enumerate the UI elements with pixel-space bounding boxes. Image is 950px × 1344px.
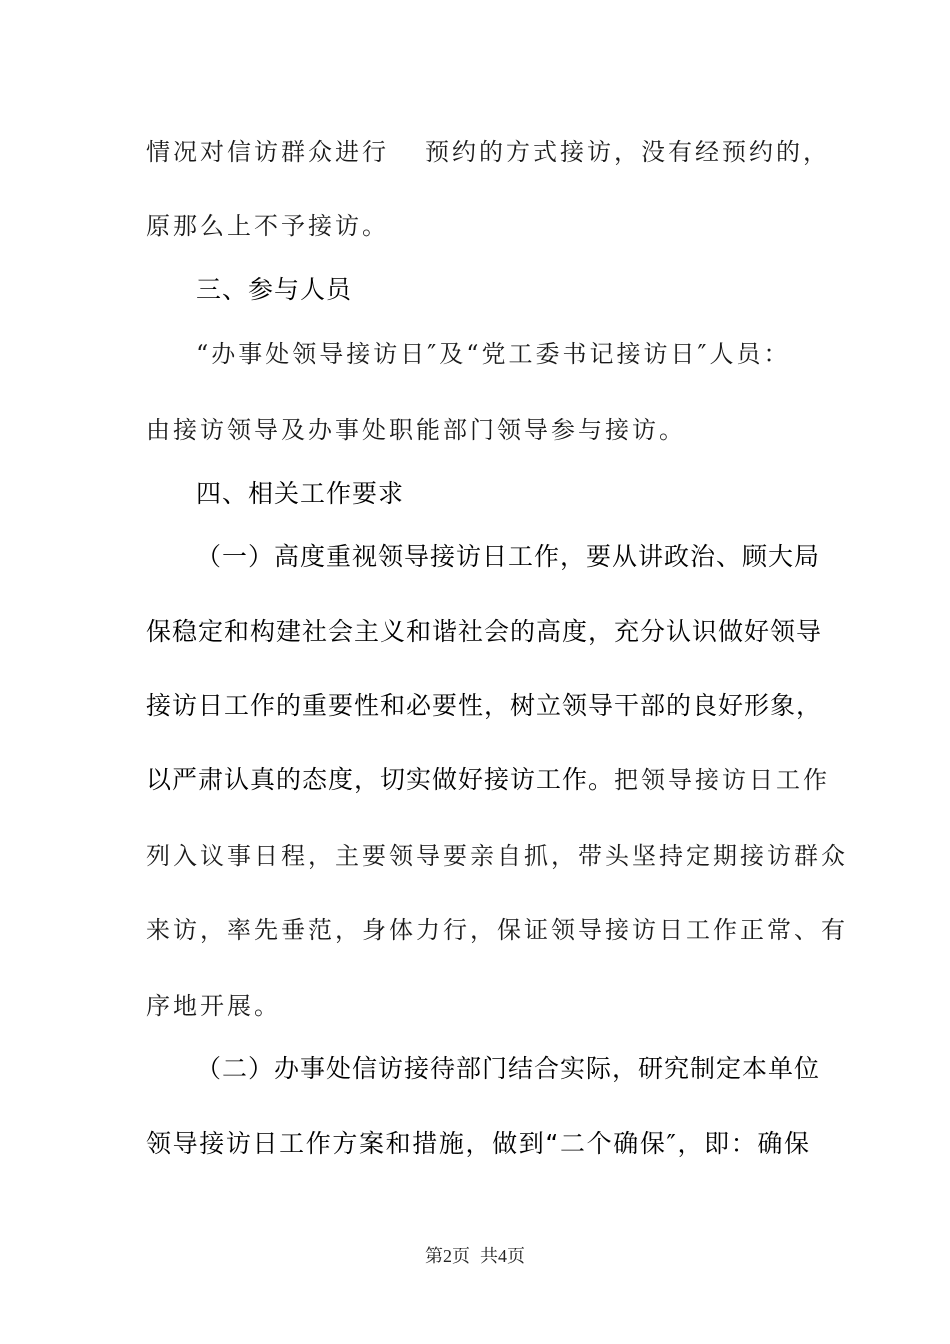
paragraph-line xyxy=(146,764,831,796)
paragraph-line: 序地开展。 xyxy=(146,992,281,1020)
paragraph-line: 保稳定和构建社会主义和谐社会的高度，充分认识做好领导 xyxy=(146,617,823,646)
page-footer xyxy=(0,1244,950,1268)
text-segment: 以严肃认真的态度，切实做好接访工作。 xyxy=(146,765,615,794)
paragraph-line: （一）高度重视领导接访日工作，要从讲政治、顾大局 xyxy=(196,542,821,571)
paragraph-line: 原那么上不予接访。 xyxy=(146,212,389,240)
paragraph-line: 列入议事日程，主要领导要亲自抓，带头坚持定期接访群众 xyxy=(146,842,848,870)
paragraph-line: 由接访领导及办事处职能部门领导参与接访。 xyxy=(146,416,686,444)
page-number: 第2页 xyxy=(425,1246,470,1266)
text-segment: 把领导接访日工作 xyxy=(614,766,831,794)
paragraph-line: “办事处领导接访日″及“党工委书记接访日″人员： xyxy=(196,340,791,368)
paragraph-line: 来访，率先垂范，身体力行，保证领导接访日工作正常、有 xyxy=(146,916,848,944)
paragraph-line: 领导接访日工作方案和措施，做到“二个确保″，即：确保 xyxy=(146,1129,810,1158)
page-total: 共4页 xyxy=(480,1246,525,1266)
section-heading: 三、参与人员 xyxy=(196,275,353,304)
paragraph-line: （二）办事处信访接待部门结合实际，研究制定本单位 xyxy=(196,1054,821,1083)
paragraph-line xyxy=(146,136,830,168)
section-heading: 四、相关工作要求 xyxy=(196,479,405,508)
text-segment: 预约的方式接访，没有经预约的， xyxy=(425,138,830,166)
paragraph-line: 接访日工作的重要性和必要性，树立领导干部的良好形象， xyxy=(146,691,823,720)
text-segment: 情况对信访群众进行 xyxy=(146,138,389,166)
